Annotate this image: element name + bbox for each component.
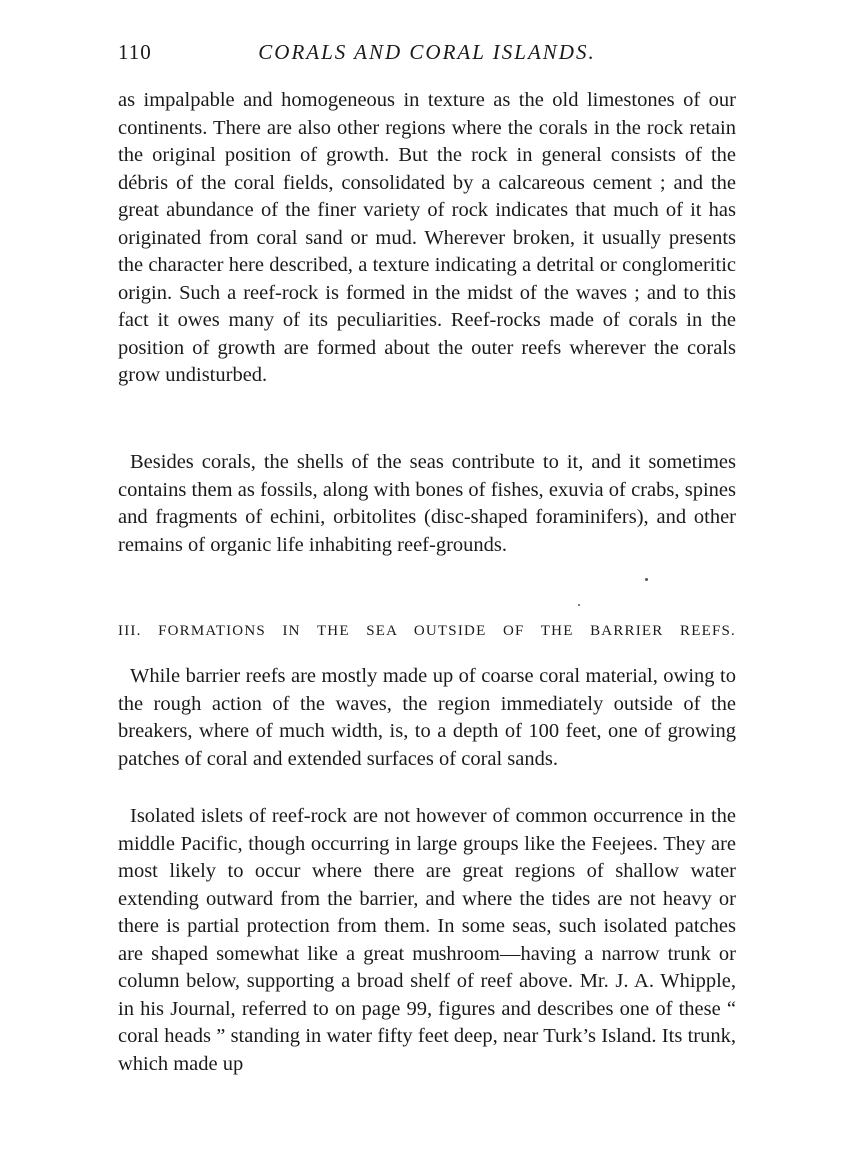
paragraph-isolated-islets xyxy=(118,803,736,1078)
paragraph-text: While barrier reefs are mostly made up of coarse coral material, owing to the rough action of the waves, the region immediately outside of the breakers, where of much width, is, to a depth of 100 feet, one of growing patches of coral and extended surfaces of coral sands. xyxy=(118,665,736,770)
section-heading: III. FORMATIONS IN THE SEA OUTSIDE OF THE BARRIER REEFS. xyxy=(118,623,736,639)
page-number: 110 xyxy=(118,40,152,64)
paragraph-continuation xyxy=(118,87,736,390)
paragraph-text: Besides corals, the shells of the seas contribute to it, and it sometimes contains them as fossils, along with bones of fishes, exuvia of crabs, spines and fragments of echini, orbitolites (disc-shaped foraminifers), and other remains of organic life inhabiting reef-grounds. xyxy=(118,451,736,556)
paragraph-text: as impalpable and homogeneous in texture as the old limestones of our continents. There are also other regions where the corals in the rock retain the original position of growth. But the rock in general consists of the débris of the coral fields, consolidated by a calcareous cement ; and the great abundance of the finer variety of rock indicates that much of it has originated from coral sand or mud. Wherever broken, it usually presents the character here described, a texture indicating a detrital or conglomeritic origin. Such a reef-rock is formed in the midst of the waves ; and to this fact it owes many of its peculiarities. Reef-rocks made of corals in the position of growth are formed about the outer reefs wherever the corals grow undisturbed. xyxy=(118,89,736,386)
running-head xyxy=(118,40,736,70)
print-speck xyxy=(578,604,580,606)
running-title: CORALS AND CORAL ISLANDS. xyxy=(258,40,596,64)
paragraph-text: Isolated islets of reef-rock are not however of common occurrence in the middle Pacific, though occurring in large groups like the Feejees. They are most likely to occur where there are great regions of shallow water extending outward from the barrier, and where the tides are not heavy or there is partial protection from them. In some seas, such isolated patches are shaped somewhat like a great mushroom—having a narrow trunk or column below, supporting a broad shelf of reef above. Mr. J. A. Whipple, in his Journal, referred to on page 99, figures and describes one of these “ coral heads ” standing in water fifty feet deep, near Turk’s Island. Its trunk, which made up xyxy=(118,805,736,1075)
paragraph-fossils xyxy=(118,449,736,559)
print-speck xyxy=(645,578,648,581)
paragraph-barrier-reefs xyxy=(118,663,736,773)
